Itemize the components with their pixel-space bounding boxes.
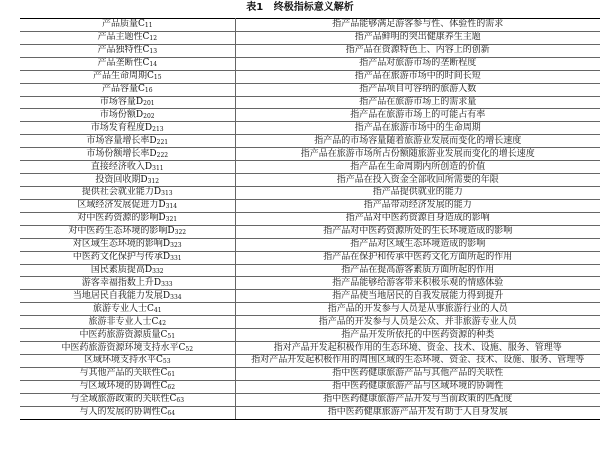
indicator-name: 产品容量 xyxy=(101,84,138,95)
indicator-code-subscript: 63 xyxy=(176,397,185,405)
indicator-code: C xyxy=(142,32,150,43)
meaning-cell: 指产品的市场容量随着旅游业发展而变化的增长速度 xyxy=(235,135,600,148)
indicator-code: D xyxy=(153,187,162,198)
meaning-cell: 指产品在旅游市场中的时间长短 xyxy=(235,70,600,83)
indicator-cell xyxy=(20,264,235,277)
indicator-code: D xyxy=(162,252,171,263)
meaning-cell: 指产品提供就业的能力 xyxy=(235,186,600,199)
indicator-cell xyxy=(20,174,235,187)
indicator-code: C xyxy=(178,342,186,353)
indicator-name: 当地居民自我能力发展 xyxy=(72,290,163,301)
indicator-cell xyxy=(20,251,235,264)
indicator-cell xyxy=(20,238,235,251)
indicator-code: C xyxy=(137,84,145,95)
indicator-code-subscript: 51 xyxy=(167,332,176,340)
indicator-code-subscript: 202 xyxy=(143,112,155,120)
table-row xyxy=(20,342,600,355)
indicator-code-subscript: 64 xyxy=(167,410,176,418)
indicator-name: 国民素质提高 xyxy=(90,264,145,275)
indicator-cell xyxy=(20,342,235,355)
indicator-code: C xyxy=(160,329,168,340)
meaning-cell: 指产品的开发参与人员是公众、并非旅游专业人员 xyxy=(235,316,600,329)
meaning-cell: 指产品带动经济发展的能力 xyxy=(235,199,600,212)
indicator-name: 对中医药资源的影响 xyxy=(77,213,159,224)
indicator-code: D xyxy=(153,277,162,288)
table-row xyxy=(20,380,600,393)
table-row xyxy=(20,122,600,135)
table-row xyxy=(20,225,600,238)
meaning-cell: 指产品对旅游市场的垄断程度 xyxy=(235,57,600,70)
table-row xyxy=(20,70,600,83)
indicator-code: D xyxy=(162,290,171,301)
table-row xyxy=(20,161,600,174)
indicator-code: D xyxy=(135,109,144,120)
table-row xyxy=(20,303,600,316)
indicator-code-subscript: 311 xyxy=(152,164,164,172)
table-row xyxy=(20,354,600,367)
indicator-name: 市场容量增长率 xyxy=(86,135,150,146)
indicator-code-subscript: 333 xyxy=(161,280,173,288)
table-body xyxy=(20,19,600,420)
indicator-name: 产品垄断性 xyxy=(97,58,143,69)
indicator-name: 产品主题性 xyxy=(97,32,143,43)
indicator-cell xyxy=(20,354,235,367)
meaning-cell: 指中医药健康旅游产品与其他产品的关联性 xyxy=(235,367,600,380)
indicator-code: C xyxy=(160,407,168,418)
indicator-cell xyxy=(20,44,235,57)
indicator-cell xyxy=(20,122,235,135)
indicator-code: D xyxy=(144,161,153,172)
indicator-code-subscript: 332 xyxy=(152,267,164,275)
meaning-cell: 指产品对中医药资源自身造成的影响 xyxy=(235,212,600,225)
indicator-name: 市场份额增长率 xyxy=(86,148,150,159)
indicator-name: 游客幸福指数上升 xyxy=(81,277,154,288)
indicator-code-subscript: 312 xyxy=(147,177,160,185)
indicator-code: D xyxy=(140,174,148,185)
indicator-code-subscript: 11 xyxy=(144,22,153,30)
indicator-code: C xyxy=(160,381,168,392)
table-row xyxy=(20,19,600,32)
indicator-name: 与全域旅游政策的关联性 xyxy=(70,394,170,405)
indicator-code-subscript: 42 xyxy=(158,319,167,327)
indicator-code-subscript: 321 xyxy=(165,216,178,224)
indicator-cell xyxy=(20,96,235,109)
indicator-cell xyxy=(20,57,235,70)
indicator-name: 旅游非专业人士 xyxy=(88,316,152,327)
meaning-cell: 指产品鲜明的突出健康养生主题 xyxy=(235,31,600,44)
indicator-code-subscript: 222 xyxy=(156,151,169,159)
table-row xyxy=(20,96,600,109)
indicator-code-subscript: 221 xyxy=(156,138,169,146)
indicator-cell xyxy=(20,393,235,406)
indicator-name: 对区域生态环境的影响 xyxy=(72,239,163,250)
indicator-code: C xyxy=(146,303,154,314)
indicator-code: C xyxy=(151,316,159,327)
indicator-code-subscript: 323 xyxy=(170,242,182,250)
meaning-cell: 指产品能够给游客带来积极乐观的情感体验 xyxy=(235,277,600,290)
indicator-code: D xyxy=(167,226,175,237)
indicator-code-subscript: 41 xyxy=(153,306,162,314)
indicator-name: 产品独特性 xyxy=(97,45,143,56)
table-row xyxy=(20,329,600,342)
meaning-cell: 指产品在旅游市场中的生命周期 xyxy=(235,122,600,135)
meaning-cell: 指产品项目可容纳的旅游人数 xyxy=(235,83,600,96)
indicator-code: C xyxy=(155,355,163,366)
table-row xyxy=(20,148,600,161)
indicator-code-subscript: 16 xyxy=(144,87,153,95)
indicator-name: 产品生命周期 xyxy=(92,71,147,82)
indicator-name: 投资回收期 xyxy=(95,174,141,185)
indicator-cell xyxy=(20,380,235,393)
indicator-cell xyxy=(20,199,235,212)
indicator-name: 区域经济发展促进力 xyxy=(77,200,159,211)
indicator-cell xyxy=(20,225,235,238)
table-row xyxy=(20,393,600,406)
indicator-name: 中医药旅游资源质量 xyxy=(79,329,161,340)
indicator-code: D xyxy=(158,200,166,211)
meaning-cell: 指产品在生命周期内所创造的价值 xyxy=(235,161,600,174)
indicator-code-subscript: 53 xyxy=(162,358,171,366)
indicator-code: D xyxy=(144,122,153,133)
indicator-code-subscript: 313 xyxy=(161,190,173,198)
table-row xyxy=(20,83,600,96)
meaning-cell: 指产品在旅游市场所占份额随旅游业发展而变化的增长速度 xyxy=(235,148,600,161)
table-row xyxy=(20,290,600,303)
indicator-code-subscript: 201 xyxy=(143,99,155,107)
indicator-cell xyxy=(20,83,235,96)
indicator-name: 市场发育程度 xyxy=(90,122,145,133)
meaning-cell: 指产品对区域生态环境造成的影响 xyxy=(235,238,600,251)
indicator-name: 中医药旅游资源环境支持水平 xyxy=(61,342,179,353)
table-row xyxy=(20,109,600,122)
indicator-meaning-table xyxy=(20,18,600,420)
meaning-cell: 指中医药健康旅游产品开发有助于人自身发展 xyxy=(235,406,600,419)
meaning-cell: 指中医药健康旅游产品与区域环境的协调性 xyxy=(235,380,600,393)
table-row xyxy=(20,277,600,290)
table-row xyxy=(20,199,600,212)
indicator-name: 市场容量 xyxy=(99,96,136,107)
indicator-name: 市场份额 xyxy=(99,109,136,120)
indicator-code: C xyxy=(146,71,154,82)
indicator-code: D xyxy=(162,239,171,250)
indicator-cell xyxy=(20,31,235,44)
indicator-name: 直接经济收入 xyxy=(90,161,145,172)
indicator-cell xyxy=(20,290,235,303)
indicator-cell xyxy=(20,277,235,290)
indicator-cell xyxy=(20,19,235,32)
meaning-cell: 指产品能够满足游客参与性、体验性的需求 xyxy=(235,19,600,32)
meaning-cell: 指对产品开发起积极作用的生态环境、资金、技术、设施、服务、管理等 xyxy=(235,342,600,355)
indicator-code: C xyxy=(137,19,145,30)
table-caption: 表1 终极指标意义解析 xyxy=(246,2,354,13)
indicator-name: 旅游专业人士 xyxy=(92,303,147,314)
meaning-cell: 指产品在投入资金全部收回所需要的年限 xyxy=(235,174,600,187)
indicator-code-subscript: 15 xyxy=(153,74,162,82)
table-row xyxy=(20,186,600,199)
table-row xyxy=(20,57,600,70)
table-row xyxy=(20,264,600,277)
meaning-cell: 指产品的开发参与人员是从事旅游行业的人员 xyxy=(235,303,600,316)
indicator-code-subscript: 331 xyxy=(170,255,182,263)
indicator-name: 提供社会就业能力 xyxy=(81,187,154,198)
indicator-name: 与其他产品的关联性 xyxy=(79,368,161,379)
indicator-name: 中医药文化保护与传承 xyxy=(72,252,163,263)
indicator-cell xyxy=(20,135,235,148)
meaning-cell: 指对产品开发起积极作用的周围区域的生态环境、资金、技术、设施、服务、管理等 xyxy=(235,354,600,367)
indicator-name: 区域环境支持水平 xyxy=(83,355,156,366)
indicator-code: D xyxy=(135,96,144,107)
indicator-code: D xyxy=(149,135,157,146)
table-row xyxy=(20,135,600,148)
indicator-code-subscript: 322 xyxy=(174,229,187,237)
indicator-code-subscript: 52 xyxy=(185,345,194,353)
meaning-cell: 指产品在提高游客素质方面所起的作用 xyxy=(235,264,600,277)
meaning-cell: 指产品在保护和传承中医药文化方面所起的作用 xyxy=(235,251,600,264)
meaning-cell: 指产品在旅游市场上的需求量 xyxy=(235,96,600,109)
indicator-cell xyxy=(20,109,235,122)
indicator-cell xyxy=(20,316,235,329)
table-row xyxy=(20,367,600,380)
indicator-cell xyxy=(20,212,235,225)
indicator-name: 与人的发展的协调性 xyxy=(79,407,161,418)
table-row xyxy=(20,238,600,251)
indicator-code-subscript: 61 xyxy=(167,371,176,379)
indicator-cell xyxy=(20,303,235,316)
meaning-cell: 指产品对中医药资源所处的生长环境造成的影响 xyxy=(235,225,600,238)
indicator-cell xyxy=(20,406,235,419)
indicator-name: 产品质量 xyxy=(101,19,138,30)
meaning-cell: 指产品开发所依托的中医药资源的种类 xyxy=(235,329,600,342)
meaning-cell: 指中医药健康旅游产品开发与当前政策的匹配度 xyxy=(235,393,600,406)
indicator-cell xyxy=(20,329,235,342)
table-row xyxy=(20,174,600,187)
indicator-name: 对中医药生态环境的影响 xyxy=(68,226,168,237)
indicator-cell xyxy=(20,161,235,174)
indicator-code: D xyxy=(149,148,157,159)
indicator-code-subscript: 314 xyxy=(165,203,178,211)
indicator-code: C xyxy=(142,58,150,69)
meaning-cell: 指产品使当地居民的自我发展能力得到提升 xyxy=(235,290,600,303)
indicator-code: C xyxy=(142,45,150,56)
indicator-cell xyxy=(20,367,235,380)
indicator-code-subscript: 14 xyxy=(149,61,158,69)
table-row xyxy=(20,212,600,225)
indicator-code-subscript: 213 xyxy=(152,125,164,133)
meaning-cell: 指产品在资源特色上、内容上的创新 xyxy=(235,44,600,57)
indicator-code: D xyxy=(144,264,153,275)
table-row xyxy=(20,44,600,57)
table-row xyxy=(20,31,600,44)
indicator-cell xyxy=(20,148,235,161)
table-row xyxy=(20,251,600,264)
table-row xyxy=(20,406,600,419)
indicator-cell xyxy=(20,70,235,83)
indicator-code-subscript: 334 xyxy=(170,293,182,301)
table-row xyxy=(20,316,600,329)
indicator-cell xyxy=(20,186,235,199)
meaning-cell: 指产品在旅游市场上的可能占有率 xyxy=(235,109,600,122)
indicator-code: D xyxy=(158,213,166,224)
indicator-code: C xyxy=(160,368,168,379)
indicator-code-subscript: 13 xyxy=(149,48,158,56)
indicator-code: C xyxy=(169,394,177,405)
indicator-code-subscript: 62 xyxy=(167,384,176,392)
indicator-code-subscript: 12 xyxy=(149,35,158,43)
indicator-name: 与区域环境的协调性 xyxy=(79,381,161,392)
